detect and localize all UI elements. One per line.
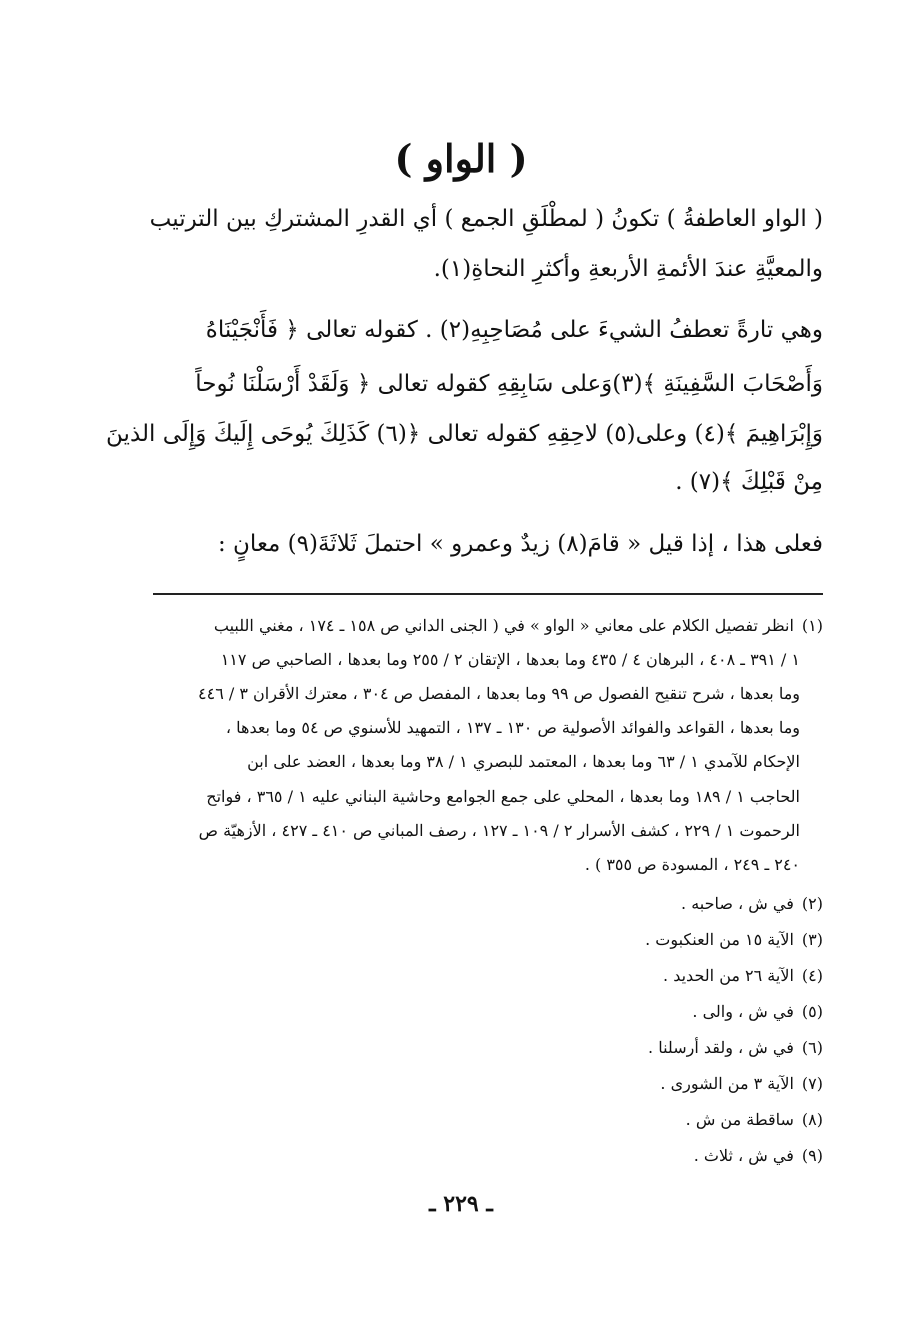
footnote-4-text: الآية ٢٦ من الحديد . — [663, 966, 794, 985]
footnote-1-line-8: ٢٤٠ ـ ٢٤٩ ، المسودة ص ٣٥٥ ) . — [584, 855, 800, 874]
paragraph-2-line-1: وهي تارةً تعطفُ الشيءَ على مُصَاحِبِهِ(٢) . كقوله تعالى ﴿ فَأَنْجَيْنَاهُ — [205, 317, 823, 343]
footnote-3-number: (٣) — [801, 930, 823, 949]
footnote-7-number: (٧) — [801, 1074, 823, 1093]
footnote-5-text: في ش ، والى . — [692, 1002, 794, 1021]
footnote-9 — [150, 1144, 823, 1168]
footnote-6-text: في ش ، ولقد أرسلنا . — [648, 1038, 794, 1057]
footnote-1-line-7: الرحموت ١ / ٢٢٩ ، كشف الأسرار ٢ / ١٠٩ ـ ١٢٧ ، رصف المباني ص ٤١٠ ـ ٤٢٧ ، الأزهيّة ص — [198, 821, 800, 840]
footnote-2-text: في ش ، صاحبه . — [681, 894, 794, 913]
footnote-7-text: الآية ٣ من الشورى . — [660, 1074, 794, 1093]
footnote-5 — [150, 1000, 823, 1024]
footnote-separator — [153, 593, 823, 595]
footnote-6 — [150, 1036, 823, 1060]
footnote-8-text: ساقطة من ش . — [685, 1110, 794, 1129]
footnote-3-text: الآية ١٥ من العنكبوت . — [645, 930, 794, 949]
footnote-8 — [150, 1108, 823, 1132]
footnote-2 — [150, 892, 823, 916]
footnote-1-line-1 — [150, 614, 823, 638]
footnote-1-line-3: وما بعدها ، شرح تنقيح الفصول ص ٩٩ وما بعدها ، المفصل ص ٣٠٤ ، معترك الأقران ٣ / ٤٤٦ — [198, 684, 800, 703]
paragraph-2-line-3: وَإِبْرَاهِيمَ ﴾(٤) وعلى(٥) لاحِقِهِ كقوله تعالى ﴿(٦) كَذَلِكَ يُوحَى إِلَيكَ وَإِلَى الذينَ — [106, 421, 823, 447]
footnote-7 — [150, 1072, 823, 1096]
footnote-1-line-2: ١ / ٣٩١ ـ ٤٠٨ ، البرهان ٤ / ٤٣٥ وما بعدها ، الإتقان ٢ / ٢٥٥ وما بعدها ، الصاحبي ص ١١٧ — [220, 650, 800, 669]
page-number: ـ ٢٢٩ ـ — [429, 1191, 493, 1217]
footnote-9-text: في ش ، ثلاث . — [693, 1146, 794, 1165]
paragraph-1-line-2: والمعيَّةِ عندَ الأئمةِ الأربعةِ وأكثرِ النحاةِ(١). — [433, 256, 823, 282]
footnote-1-number: (١) — [801, 616, 823, 635]
footnote-2-number: (٢) — [801, 894, 823, 913]
footnote-3 — [150, 928, 823, 952]
footnote-1-line-4: وما بعدها ، القواعد والفوائد الأصولية ص ١٣٠ ـ ١٣٧ ، التمهيد للأسنوي ص ٥٤ وما بعدها ، — [225, 718, 800, 737]
footnote-4 — [150, 964, 823, 988]
paragraph-1-line-1: ( الواو العاطفةُ ) تكونُ ( لمطْلَقِ الجمع ) أي القدرِ المشتركِ بين الترتيب — [149, 206, 823, 232]
footnote-1-line-6: الحاجب ١ / ١٨٩ وما بعدها ، المحلي على جمع الجوامع وحاشية البناني عليه ١ / ٣٦٥ ، فواتح — [206, 787, 800, 806]
section-heading: ( الواو ) — [394, 136, 528, 181]
footnote-8-number: (٨) — [801, 1110, 823, 1129]
paragraph-2-line-2: وَأَصْحَابَ السَّفِينَةِ ﴾(٣)وَعلى سَابِقِهِ كقوله تعالى ﴿ وَلَقَدْ أَرْسَلْنَا نُوحاً — [195, 371, 823, 397]
footnote-1-text: انظر تفصيل الكلام على معاني « الواو » في ( الجنى الداني ص ١٥٨ ـ ١٧٤ ، مغني اللبيب — [213, 616, 794, 635]
paragraph-2-line-4: مِنْ قَبْلِكَ ﴾(٧) . — [675, 469, 823, 495]
footnote-4-number: (٤) — [801, 966, 823, 985]
footnote-5-number: (٥) — [801, 1002, 823, 1021]
paragraph-3: فعلى هذا ، إذا قيل « قامَ(٨) زيدٌ وعمرو » احتملَ ثَلاثَةَ(٩) معانٍ : — [217, 531, 823, 557]
footnote-9-number: (٩) — [801, 1146, 823, 1165]
footnote-1-line-5: الإحكام للآمدي ١ / ٦٣ وما بعدها ، المعتمد للبصري ١ / ٣٨ وما بعدها ، العضد على ابن — [247, 752, 800, 771]
footnote-6-number: (٦) — [801, 1038, 823, 1057]
